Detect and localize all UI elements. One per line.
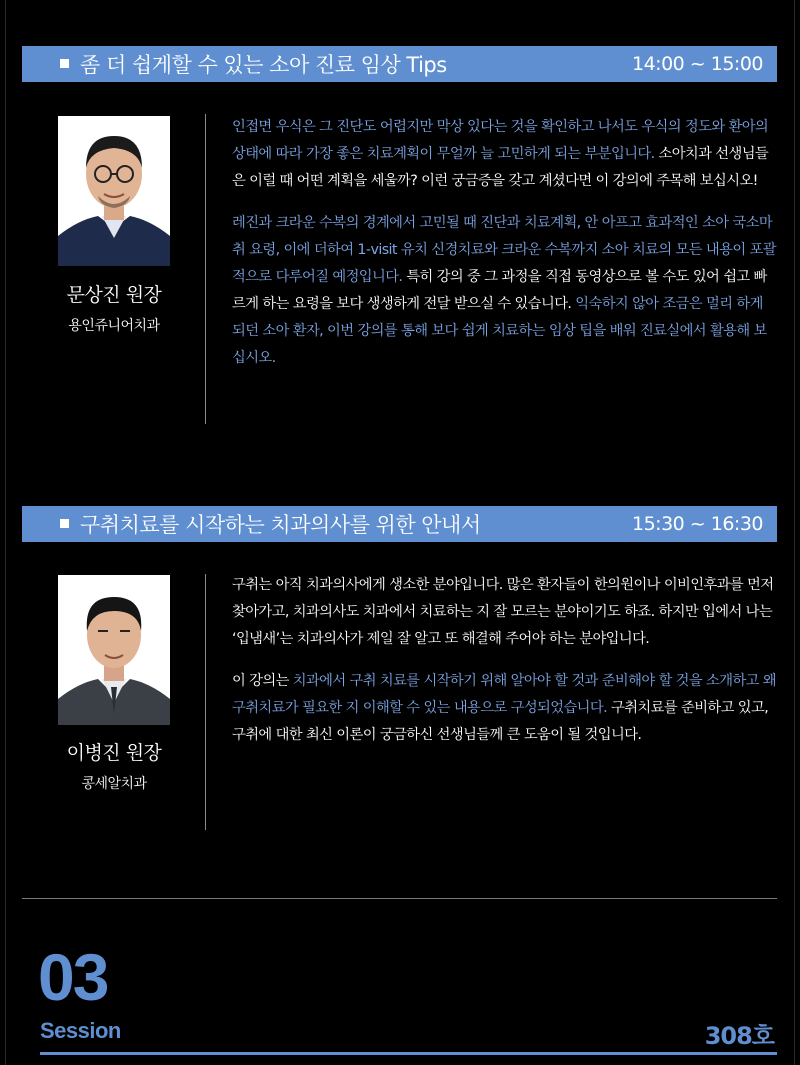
highlight-text: 치과에서 구취 치료를 시작하기 위해 알아야 할 것과 준비해야 할 것을 소개하고 왜 구취치료가 필요한 지 이해할 수 있는 내용으로 구성되었습니다.: [232, 673, 777, 716]
body-text: 이 강의는: [232, 673, 293, 689]
speaker-2-name: 이병진 원장: [66, 742, 162, 764]
highlight-text: 레진과 크라운 수복의 경계에서 고민될 때 진단과 치료계획, 안 아프고 효과적인 소아 국소마취 요령, 이에 더하여 1-visit 유치 신경치료와 크라운 수복까지 소아 치료의 모든 내용이 포괄적으로 다루어질 예정입니다.: [232, 215, 776, 285]
speaker-1-name: 문상진 원장: [66, 284, 162, 306]
speaker-2-portrait-icon: [58, 575, 170, 725]
session-number: 03: [38, 940, 108, 1014]
paragraph: [232, 572, 777, 653]
session-2-title: 구취치료를 시작하는 치과의사를 위한 안내서: [80, 513, 481, 537]
highlight-text: 익숙하지 않아 조금은 멀리 하게 되던 소아 환자, 이번 강의를 통해 보다 쉽게 치료하는 임상 팁을 배워 진료실에서 활용해 보십시오.: [232, 296, 767, 366]
session-1-description: [232, 114, 777, 387]
session-1-time: 14:00 ~ 15:00: [631, 53, 763, 75]
body-text: 소아치과 선생님들은 이럴 때 어떤 계획을 세울까? 이런 궁금증을 갖고 계셨다면 이 강의에 주목해 보십시오!: [232, 146, 769, 189]
speaker-2-clinic: 콩세알치과: [81, 776, 147, 792]
divider-line: [205, 114, 206, 424]
paragraph: [232, 114, 777, 195]
body-text: 구취는 아직 치과의사에게 생소한 분야입니다. 많은 환자들이 한의원이나 이비인후과를 먼저 찾아가고, 치과의사도 치과에서 치료하는 지 잘 모르는 분야이기도 하죠. 하지만 입에서 나는 ‘입냄새’는 치과의사가 제일 잘 알고 또 해결해 주어야 하는 분야입니다.: [232, 577, 774, 647]
divider-line: [205, 574, 206, 830]
session-label: Session: [40, 1018, 121, 1043]
session-1-title: 좀 더 쉽게할 수 있는 소아 진료 임상 Tips: [80, 53, 447, 77]
square-bullet-icon: [60, 519, 69, 528]
speaker-1-clinic: 용인쥬니어치과: [68, 318, 160, 334]
bottom-rule: [40, 1052, 777, 1055]
room-label: 308호: [704, 1022, 774, 1050]
session-2-description: [232, 572, 777, 764]
session-1-header: [22, 46, 777, 82]
session-2-time: 15:30 ~ 16:30: [631, 513, 763, 535]
speaker-1-photo: [58, 116, 170, 266]
speaker-1-portrait-icon: [58, 116, 170, 266]
speaker-2-photo: [58, 575, 170, 725]
session-2-header: [22, 506, 777, 542]
body-text: 특히 강의 중 그 과정을 직접 동영상으로 볼 수도 있어 쉽고 빠르게 하는 요령을 보다 생생하게 전달 받으실 수 있습니다.: [232, 269, 767, 312]
paragraph: [232, 668, 777, 749]
footer-divider: [22, 898, 777, 899]
highlight-text: 인접면 우식은 그 진단도 어렵지만 막상 있다는 것을 확인하고 나서도 우식의 정도와 환아의 상태에 따라 가장 좋은 치료계획이 무얼까 늘 고민하게 되는 부분입니다.: [232, 119, 769, 162]
square-bullet-icon: [60, 59, 69, 68]
paragraph: [232, 210, 777, 372]
body-text: 구취치료를 준비하고 있고, 구취에 대한 최신 이론이 궁금하신 선생님들께 큰 도움이 될 것입니다.: [232, 700, 769, 743]
